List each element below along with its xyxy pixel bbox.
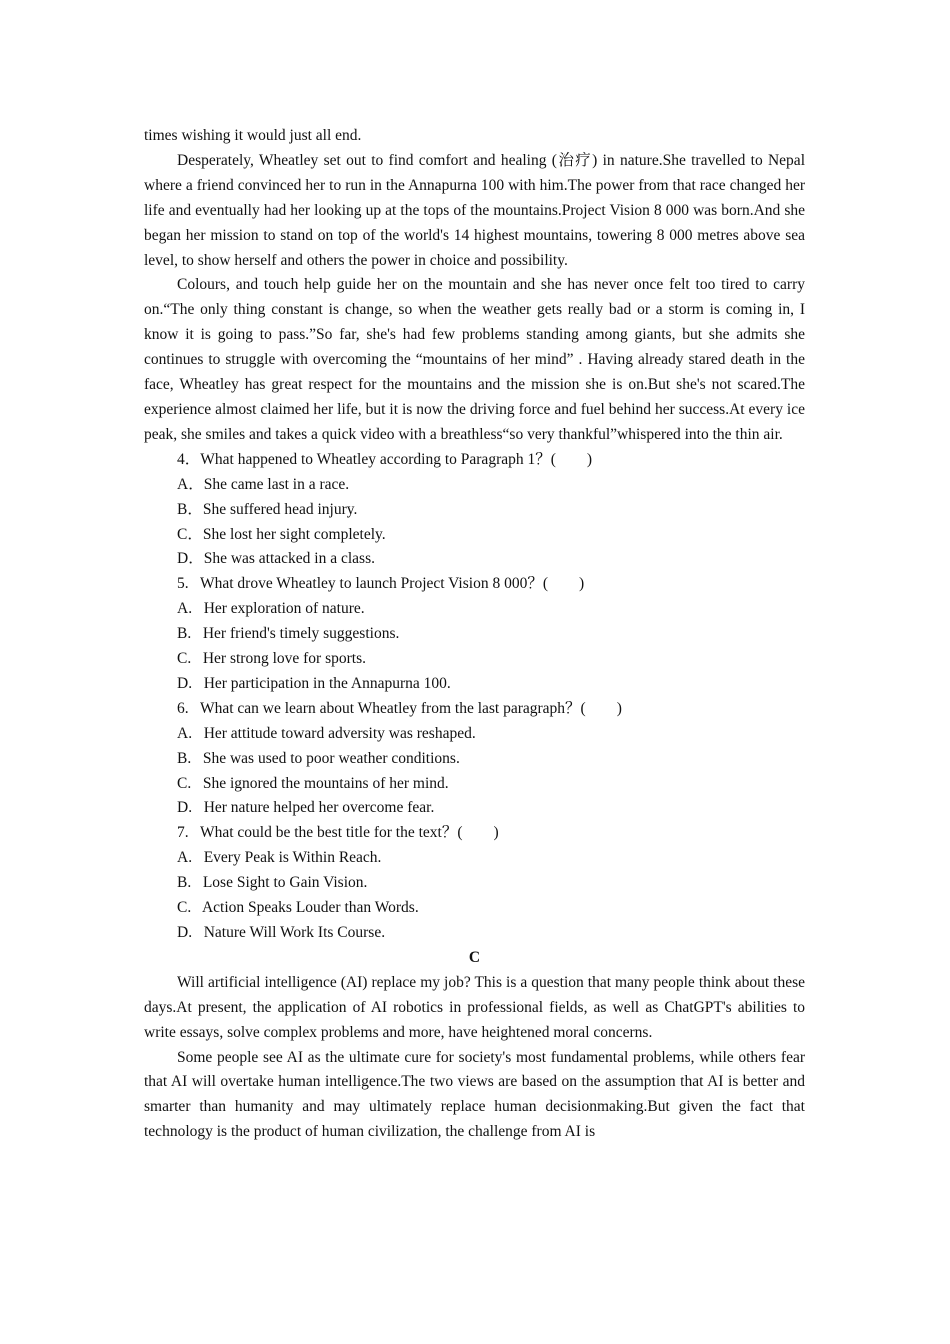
option-b: B．She suffered head injury. [177, 500, 358, 518]
question-stem: 5. What drove Wheatley to launch Project Vision 8 000？( ) [177, 575, 585, 593]
paragraph-ai-question: Will artificial intelligence (AI) replace my job? This is a question that many people think about these days.At present, the application of AI robotics in professional fields, as well as ChatGPT's abilities to write essays, solve complex problems and more, have heightened moral concerns. [144, 973, 805, 1041]
question-stem: 7. What could be the best title for the text？( ) [177, 824, 499, 842]
question-7 [144, 821, 805, 946]
question-stem: 4．What happened to Wheatley according to Paragraph 1？( ) [177, 450, 593, 468]
option-b: B. Lose Sight to Gain Vision. [177, 874, 368, 892]
option-d: D. Nature Will Work Its Course. [177, 924, 386, 941]
document-page [144, 124, 805, 1145]
paragraph-ai-views: Some people see AI as the ultimate cure for society's most fundamental problems, while others fear that AI will overtake human intelligence.The two views are based on the assumption that AI is better and smarter than humanity and may ultimately replace human decisionmaking.But given the fact that technology is the product of human civilization, the challenge from AI is [144, 1048, 805, 1141]
option-b: B. She was used to poor weather conditions. [177, 749, 460, 767]
option-d: D．She was attacked in a class. [177, 550, 375, 568]
option-d: D. Her nature helped her overcome fear. [177, 799, 435, 817]
option-c: C. Action Speaks Louder than Words. [177, 899, 419, 917]
paragraph-project-vision: Desperately, Wheatley set out to find comfort and healing (治疗) in nature.She travelled to Nepal where a friend convinced her to run in the Annapurna 100 with him.The power from that race changed her life and eventually had her looking up at the tops of the mountains.Project Vision 8 000 was born.And she began her mission to stand on top of the world's 14 highest mountains, towering 8 000 metres above sea level, to show herself and others the power in choice and possibility. [144, 151, 805, 269]
section-heading-c: C [468, 948, 481, 966]
paragraph-mountain: Colours, and touch help guide her on the mountain and she has never once felt too tired to carry on.“The only thing constant is change, so when the weather gets really bad or a storm is coming in, I know it is going to pass.”So far, she's had few problems standing among giants, but she admits she continues to struggle with overcoming the “mountains of her mind” . Having already stared death in the face, Wheatley has great respect for the mountains and the mission she is on.But she's not scared.The experience almost claimed her life, but it is now the driving force and fuel behind her success.At every ice peak, she smiles and takes a quick video with a breathless“so very thankful”whispered into the thin air. [144, 276, 805, 443]
option-b: B. Her friend's timely suggestions. [177, 625, 400, 643]
option-a: A. Her attitude toward adversity was reshaped. [177, 724, 476, 742]
question-5 [144, 572, 805, 697]
question-6 [144, 697, 805, 822]
option-a: A. Her exploration of nature. [177, 600, 365, 618]
question-stem: 6. What can we learn about Wheatley from the last paragraph？( ) [177, 699, 622, 717]
option-c: C. She ignored the mountains of her mind. [177, 774, 449, 792]
paragraph-continuation: times wishing it would just all end. [144, 127, 362, 144]
option-c: C．She lost her sight completely. [177, 525, 386, 543]
option-a: A．She came last in a race. [177, 475, 350, 493]
option-a: A. Every Peak is Within Reach. [177, 849, 382, 867]
option-c: C. Her strong love for sports. [177, 650, 366, 668]
question-4 [144, 448, 805, 573]
option-d: D. Her participation in the Annapurna 100. [177, 674, 451, 692]
